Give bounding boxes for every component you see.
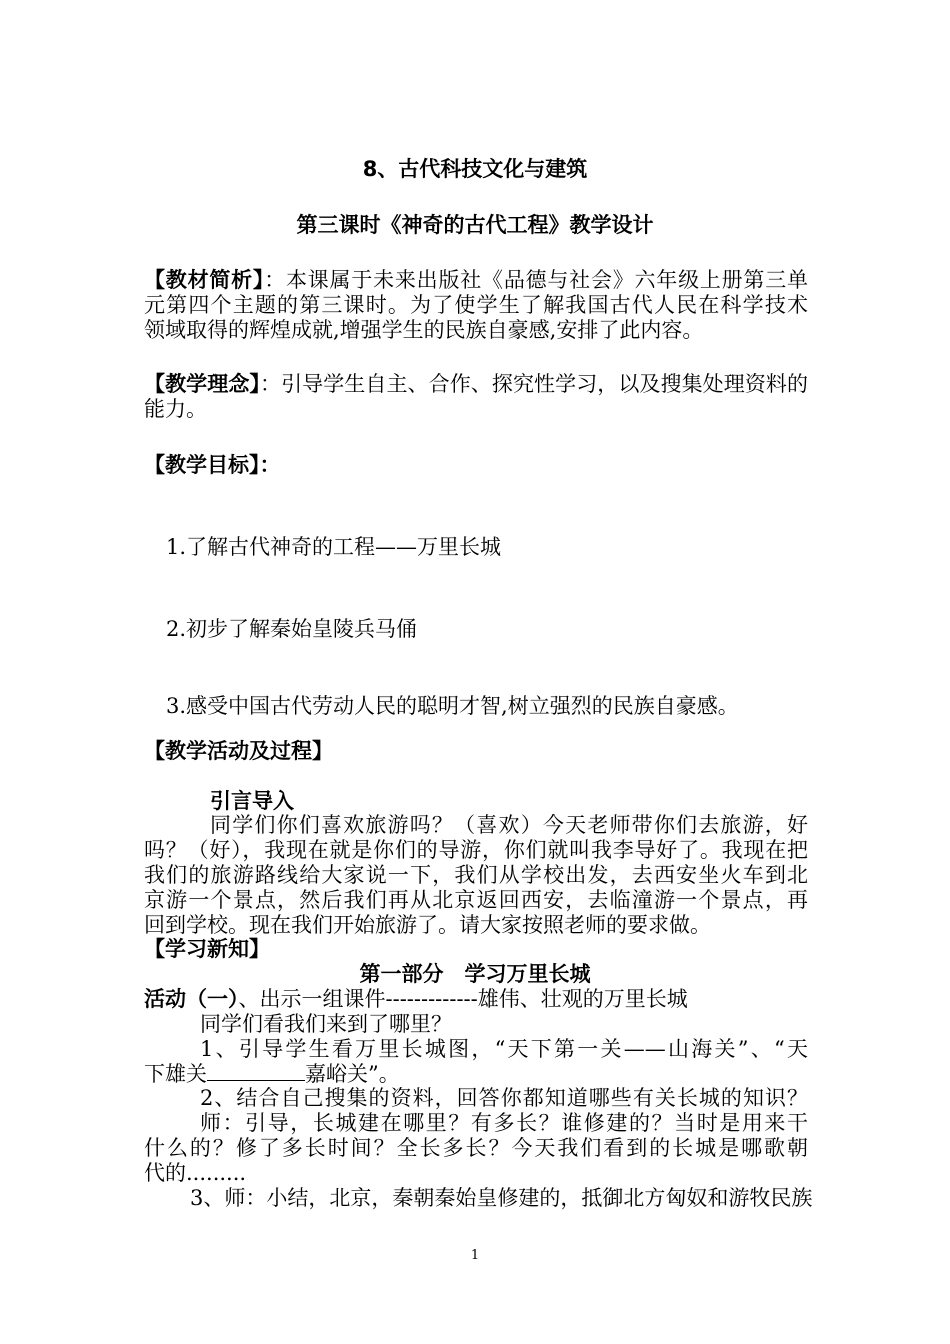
part1-heading: 第一部分 学习万里长城 [359, 962, 591, 986]
analysis-line-1 [144, 267, 808, 293]
pass-prefix: 下雄关 [144, 1062, 207, 1086]
activity1-line [144, 986, 688, 1012]
process-heading: 【教学活动及过程】 [144, 739, 333, 763]
document-title: 8、古代科技文化与建筑 [362, 157, 588, 181]
pass-suffix: 嘉峪关”。 [305, 1062, 400, 1086]
goal-item-2: 2.初步了解秦始皇陵兵马俑 [166, 617, 418, 641]
knowledge-line-5: 师：引导，长城建在哪里？有多长？谁修建的？当时是用来干 [200, 1111, 808, 1135]
analysis-label: 【教材简析】 [144, 268, 265, 292]
document-subtitle: 第三课时《神奇的古代工程》教学设计 [296, 213, 654, 237]
intro-line-1: 同学们你们喜欢旅游吗？（喜欢）今天老师带你们去旅游，好 [210, 813, 808, 837]
page-number: 1 [470, 1248, 480, 1263]
intro-line-5: 回到学校。现在我们开始旅游了。请大家按照老师的要求做。 [144, 913, 711, 937]
philosophy-label: 【教学理念】 [144, 372, 260, 396]
goal-item-3: 3.感受中国古代劳动人民的聪明才智,树立强烈的民族自豪感。 [166, 694, 739, 718]
knowledge-line-3 [144, 1061, 400, 1087]
intro-line-4: 京游一个景点，然后我们再从北京返回西安，去临潼游一个景点，再 [144, 888, 808, 912]
knowledge-line-8: 3、师：小结，北京，秦朝秦始皇修建的，抵御北方匈奴和游牧民族 [190, 1186, 813, 1210]
analysis-line-3: 领域取得的辉煌成就,增强学生的民族自豪感,安排了此内容。 [144, 318, 704, 342]
analysis-text-1: ：本课属于未来出版社《品德与社会》六年级上册第三单 [264, 268, 809, 292]
knowledge-line-6: 什么的？修了多长时间？全长多长？今天我们看到的长城是哪歌朝 [144, 1136, 808, 1160]
fill-in-blank [207, 1062, 305, 1081]
philosophy-line-1 [144, 371, 808, 397]
activity1-text: 、出示一组课件-------------雄伟、壮观的万里长城 [238, 987, 688, 1011]
philosophy-line-2: 能力。 [144, 397, 207, 421]
goals-heading: 【教学目标】： [144, 453, 281, 477]
philosophy-text-1: ：引导学生自主、合作、探究性学习，以及搜集处理资料的 [259, 372, 808, 396]
knowledge-line-2: 1、引导学生看万里长城图，“天下第一关——山海关”、“天 [200, 1037, 808, 1061]
activity1-label: 活动（一） [144, 987, 239, 1011]
intro-line-2: 吗？（好），我现在就是你们的导游，你们就叫我李导好了。我现在把 [144, 838, 808, 862]
knowledge-line-1: 同学们看我们来到了哪里？ [200, 1012, 452, 1036]
knowledge-line-7: 代的......... [144, 1161, 247, 1185]
intro-line-3: 我们的旅游路线给大家说一下，我们从学校出发，去西安坐火车到北 [144, 863, 808, 887]
knowledge-line-4: 2、结合自己搜集的资料，回答你都知道哪些有关长城的知识？ [200, 1086, 808, 1110]
analysis-line-2: 元第四个主题的第三课时。为了使学生了解我国古代人民在科学技术 [144, 293, 808, 317]
goal-item-1: 1.了解古代神奇的工程——万里长城 [166, 535, 502, 559]
intro-heading: 引言导入 [210, 789, 294, 813]
new-knowledge-heading: 【学习新知】 [144, 937, 270, 961]
